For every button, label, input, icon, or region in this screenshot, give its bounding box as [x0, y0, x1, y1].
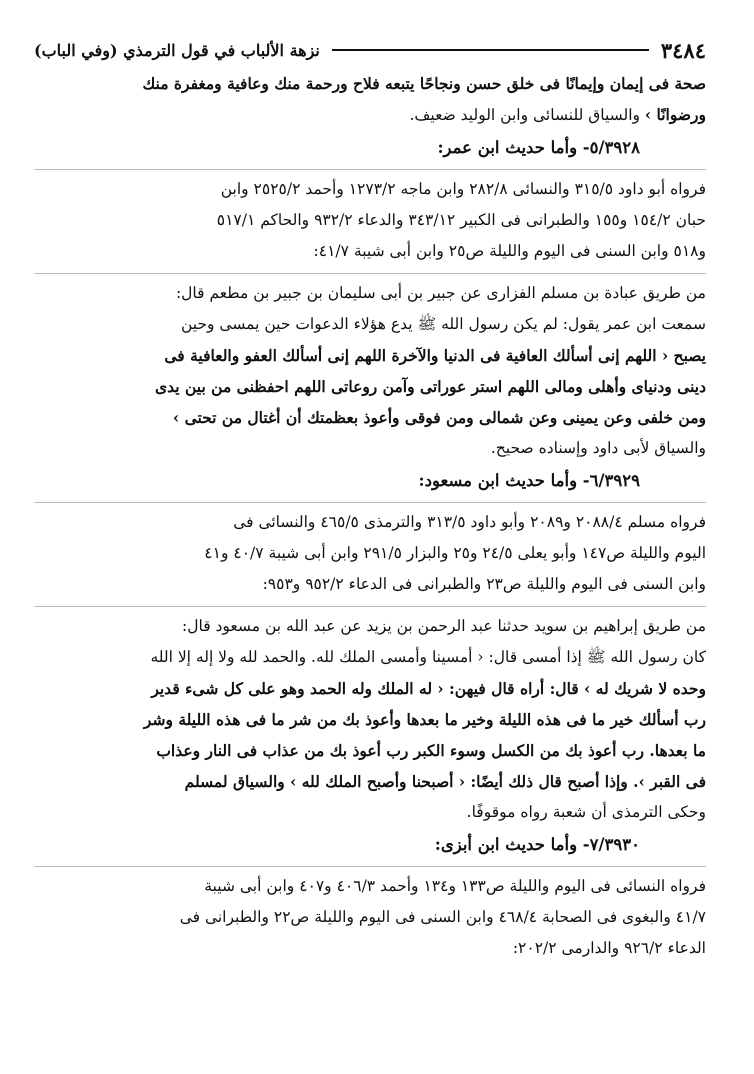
intro-line-2 — [34, 99, 706, 131]
section-heading-ibn-umar: ٥/٣٩٢٨- وأما حديث ابن عمر: — [437, 138, 640, 157]
running-title: نزهة الألباب في قول الترمذي (وفي الباب) — [34, 40, 320, 60]
takhrij-line: الدعاء ٩٢٦/٢ والدارمى ٢٠٢/٢: — [512, 939, 706, 957]
isnad-ibn-masud: من طريق إبراهيم بن سويد حدثنا عبد الرحمن بن يزيد عن عبد الله بن مسعود قال: — [181, 617, 706, 635]
matn-line: سمعت ابن عمر يقول: لم يكن رسول الله ﷺ يدع هؤلاء الدعوات حين يمسى وحين — [180, 315, 706, 333]
takhrij-line: حبان ١٥٤/٢ و١٥٥ والطبرانى فى الكبير ٣٤٣/١٢ والدعاء ٩٣٢/٢ والحاكم ٥١٧/١ — [216, 211, 706, 229]
takhrij-ibn-umar — [34, 174, 706, 267]
divider — [34, 606, 706, 607]
page-header — [34, 34, 706, 66]
isnad-ibn-umar: من طريق عبادة بن مسلم الفزارى عن جبير بن أبى سليمان بن جبير بن مطعم قال: — [175, 284, 706, 302]
takhrij-ibn-masud — [34, 507, 706, 600]
matn-line: وحده لا شريك له › قال: أراه قال فيهن: ‹ له الملك وله الحمد وهو على كل شىء قدير — [151, 679, 706, 698]
intro-note: والسياق للنسائى وابن الوليد ضعيف. — [409, 106, 645, 124]
divider — [34, 866, 706, 867]
takhrij-line: فرواه النسائى فى اليوم والليلة ص١٣٣ و١٣٤ وأحمد ٤٠٦/٣ و٤٠٧ وابن أبى شيبة — [204, 877, 706, 895]
matn-line: يصبح ‹ اللهم إنى أسألك العافية فى الدنيا والآخرة اللهم إنى أسألك العفو والعافية فى — [164, 346, 706, 365]
intro-quote-end: ورضوانًا › — [644, 105, 706, 124]
matn-ibn-umar — [34, 309, 706, 464]
takhrij-ibn-abza — [34, 871, 706, 964]
takhrij-line: فرواه مسلم ٢٠٨٨/٤ و٢٠٨٩ وأبو داود ٣١٣/٥ والترمذى ٤٦٥/٥ والنسائى فى — [233, 513, 706, 531]
matn-line: فى القبر ›. وإذا أصبح قال ذلك أيضًا: ‹ أصبحنا وأصبح الملك لله › والسياق لمسلم — [184, 772, 706, 791]
matn-line: وحكى الترمذى أن شعبة رواه موقوفًا. — [466, 803, 706, 821]
divider — [34, 273, 706, 274]
matn-line: والسياق لأبى داود وإسناده صحيح. — [490, 439, 706, 457]
takhrij-line: ٤١/٧ والبغوى فى الصحابة ٤٦٨/٤ وابن السنى فى اليوم والليلة ص٢٢ والطبرانى فى — [179, 908, 706, 926]
intro-line-1: صحة فى إيمان وإيمانًا فى خلق حسن ونجاحًا يتبعه فلاح ورحمة منك وعافية ومغفرة منك — [142, 74, 706, 93]
divider — [34, 169, 706, 170]
header-rule — [332, 49, 649, 51]
divider — [34, 502, 706, 503]
section-heading-ibn-masud: ٦/٣٩٢٩- وأما حديث ابن مسعود: — [418, 471, 640, 490]
matn-line: ومن خلفى وعن يمينى وعن شمالى ومن فوقى وأعوذ بعظمتك أن أغتال من تحتى › — [172, 408, 706, 427]
takhrij-line: فرواه أبو داود ٣١٥/٥ والنسائى ٢٨٢/٨ وابن ماجه ١٢٧٣/٢ وأحمد ٢٥٢٥/٢ وابن — [220, 180, 706, 198]
matn-line: كان رسول الله ﷺ إذا أمسى قال: ‹ أمسينا وأمسى الملك لله. والحمد لله ولا إله إلا الله — [150, 648, 706, 666]
matn-line: رب أسألك خير ما فى هذه الليلة وخير ما بعدها وأعوذ بك من شر ما فى هذه الليلة وشر — [143, 710, 706, 729]
takhrij-line: اليوم والليلة ص١٤٧ وأبو يعلى ٢٤/٥ و٢٥ والبزار ٢٩١/٥ وابن أبى شيبة ٤٠/٧ و٤١ — [204, 544, 706, 562]
matn-ibn-masud — [34, 642, 706, 828]
takhrij-line: و٥١٨ وابن السنى فى اليوم والليلة ص٢٥ وابن أبى شيبة ٤١/٧: — [313, 242, 706, 260]
page-number: ٣٤٨٤ — [660, 37, 706, 63]
takhrij-line: وابن السنى فى اليوم والليلة ص٢٣ والطبرانى فى الدعاء ٩٥٢/٢ و٩٥٣: — [262, 575, 706, 593]
matn-line: ما بعدها. رب أعوذ بك من الكسل وسوء الكبر رب أعوذ بك من عذاب فى النار وعذاب — [156, 741, 706, 760]
section-heading-ibn-abza: ٧/٣٩٣٠- وأما حديث ابن أبزى: — [434, 835, 640, 854]
matn-line: دينى ودنياى وأهلى ومالى اللهم استر عوراتى وآمن روعاتى اللهم احفظنى من بين يدى — [155, 377, 706, 396]
